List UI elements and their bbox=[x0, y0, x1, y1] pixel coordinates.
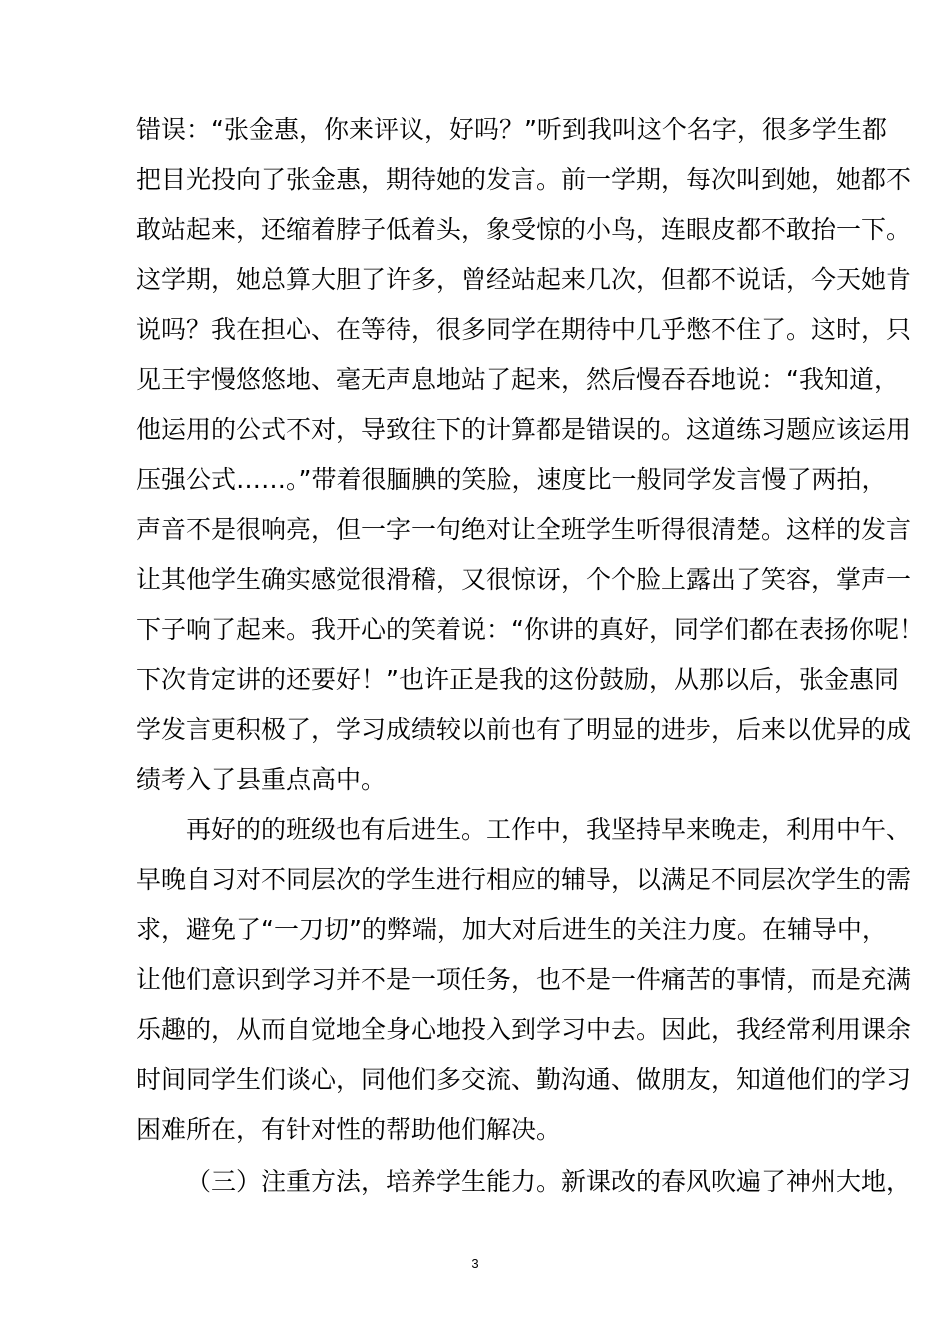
page-number: 3 bbox=[471, 1256, 479, 1271]
text-line: 求，避免了“一刀切”的弊端，加大对后进生的关注力度。在辅导中， bbox=[136, 915, 887, 944]
text-line: 早晚自习对不同层次的学生进行相应的辅导，以满足不同层次学生的需 bbox=[136, 865, 912, 894]
text-line: 学发言更积极了，学习成绩较以前也有了明显的进步，后来以优异的成 bbox=[136, 715, 912, 744]
text-line: 把目光投向了张金惠，期待她的发言。前一学期，每次叫到她，她都不 bbox=[136, 165, 912, 194]
text-line: 他运用的公式不对，导致往下的计算都是错误的。这道练习题应该运用 bbox=[136, 415, 912, 444]
text-line: 见王宇慢悠悠地、毫无声息地站了起来，然后慢吞吞地说：“我知道， bbox=[136, 365, 899, 394]
text-line: 这学期，她总算大胆了许多，曾经站起来几次，但都不说话，今天她肯 bbox=[136, 265, 912, 294]
section-heading-line: （三）注重方法，培养学生能力。新课改的春风吹遍了神州大地， bbox=[186, 1167, 912, 1196]
text-line: 下次肯定讲的还要好！”也许正是我的这份鼓励，从那以后，张金惠同 bbox=[136, 665, 899, 694]
text-line: 声音不是很响亮，但一字一句绝对让全班学生听得很清楚。这样的发言 bbox=[136, 515, 912, 544]
text-line: 绩考入了县重点高中。 bbox=[136, 765, 387, 794]
text-line: 让他们意识到学习并不是一项任务，也不是一件痛苦的事情，而是充满 bbox=[136, 965, 912, 994]
paragraph-first-line: 再好的的班级也有后进生。工作中，我坚持早来晚走，利用中午、 bbox=[186, 815, 912, 844]
text-line: 时间同学生们谈心，同他们多交流、勤沟通、做朋友，知道他们的学习 bbox=[136, 1065, 912, 1094]
text-line: 困难所在，有针对性的帮助他们解决。 bbox=[136, 1115, 562, 1144]
text-line: 下子响了起来。我开心的笑着说：“你讲的真好，同学们都在表扬你呢！ bbox=[136, 615, 924, 644]
text-line: 说吗？我在担心、在等待，很多同学在期待中几乎憋不住了。这时，只 bbox=[136, 315, 912, 344]
text-line: 乐趣的，从而自觉地全身心地投入到学习中去。因此，我经常利用课余 bbox=[136, 1015, 912, 1044]
text-line: 错误：“张金惠，你来评议，好吗？”听到我叫这个名字，很多学生都 bbox=[136, 115, 887, 144]
text-line: 敢站起来，还缩着脖子低着头，象受惊的小鸟，连眼皮都不敢抬一下。 bbox=[136, 215, 912, 244]
text-line: 让其他学生确实感觉很滑稽，又很惊讶，个个脸上露出了笑容，掌声一 bbox=[136, 565, 912, 594]
text-line: 压强公式……。”带着很腼腆的笑脸，速度比一般同学发言慢了两拍， bbox=[136, 465, 887, 494]
